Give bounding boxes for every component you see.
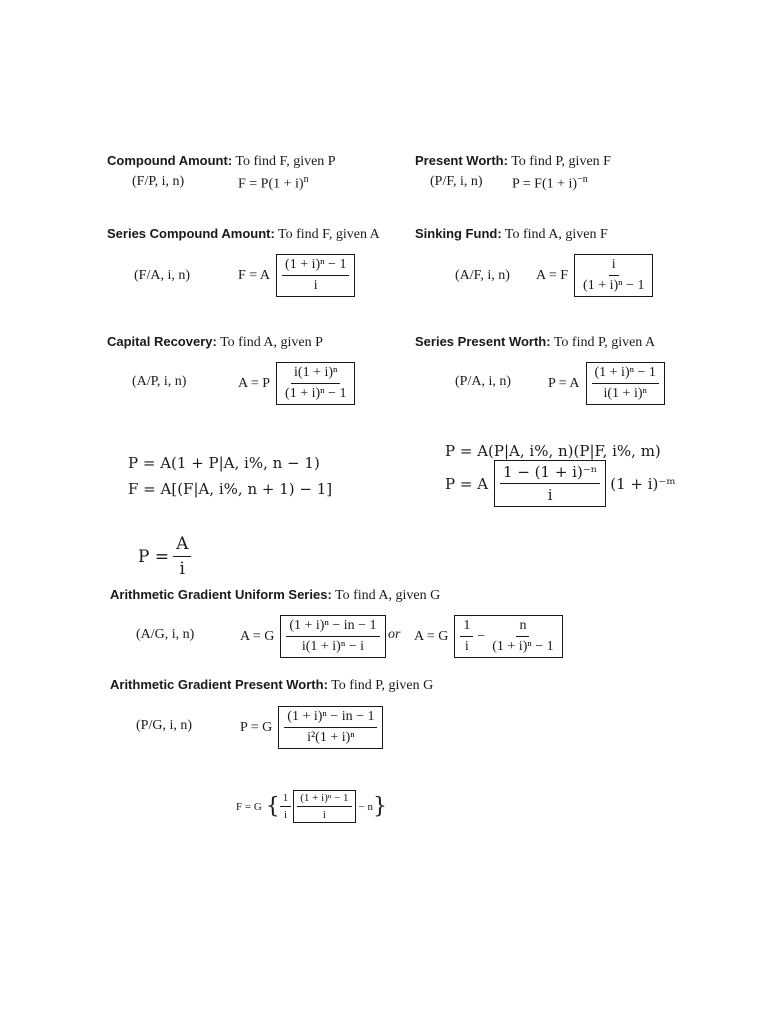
- arith-present-heading: Arithmetic Gradient Present Worth: To find P, given G: [110, 677, 434, 693]
- perpetuity-formula: P = $\frac{A}{i}$: [138, 534, 191, 579]
- arith-uniform-heading: Arithmetic Gradient Uniform Series: To find A, given G: [110, 587, 441, 603]
- deferred-present-expanded-formula: P = A $\frac{\text{1 − (1 + i)⁻ⁿ}}{i}$ (1 + i)⁻ᵐ: [445, 460, 676, 507]
- series-present-formula: P = A $\frac{\text{(1 + i)ⁿ − 1}}{\text{i(1 + i)ⁿ}}$: [548, 362, 665, 405]
- series-present-heading: Series Present Worth: To find P, given A: [415, 334, 656, 350]
- deferred-present-formula: P = A(P|A, i%, n)(P|F, i%, m): [445, 442, 661, 460]
- arith-uniform-alt-formula: A = G $\frac{1}{i}$ − $\frac{n}{\text{(1 + i)ⁿ − 1}}$: [414, 615, 563, 658]
- compound-amount-formula: $F = P(1 + i)^n$: [238, 174, 309, 192]
- present-worth-formula: $P = F(1 + i)^{-n}$: [512, 174, 588, 192]
- series-compound-heading: Series Compound Amount: To find F, given A: [107, 226, 380, 242]
- sinking-fund-heading: Sinking Fund: To find A, given F: [415, 226, 608, 242]
- arith-uniform-formula: A = G $\frac{\text{(1 + i)ⁿ − in − 1}}{\text{i(1 + i)ⁿ − i}}$: [240, 615, 386, 658]
- capital-recovery-formula: A = P $\frac{\text{i(1 + i)ⁿ}}{\text{(1 + i)ⁿ − 1}}$: [238, 362, 355, 405]
- series-present-symbol: (P/A, i, n): [455, 374, 511, 389]
- series-compound-formula: F = A $\frac{\text{(1 + i)ⁿ − 1}}{i}$: [238, 254, 355, 297]
- deferred-annuity-formula: P = A(1 + P|A, i%, n − 1): [128, 454, 320, 472]
- series-compound-symbol: (F/A, i, n): [134, 268, 190, 283]
- compound-amount-symbol: (F/P, i, n): [132, 174, 185, 189]
- arith-present-symbol: (P/G, i, n): [136, 718, 192, 733]
- or-label: or: [388, 627, 401, 642]
- capital-recovery-symbol: (A/P, i, n): [132, 374, 187, 389]
- present-worth-heading: Present Worth: To find P, given F: [415, 153, 611, 169]
- arith-future-formula: F = G { $\frac{1}{i}$ $\frac{\text{(1 + i)ⁿ − 1}}{i}$ − n }: [236, 792, 387, 821]
- present-worth-symbol: (P/F, i, n): [430, 174, 483, 189]
- sinking-fund-symbol: (A/F, i, n): [455, 268, 510, 283]
- compound-amount-heading: Compound Amount: To find F, given P: [107, 153, 336, 169]
- arith-present-formula: P = G $\frac{\text{(1 + i)ⁿ − in − 1}}{\text{i²(1 + i)ⁿ}}$: [240, 706, 383, 749]
- arith-uniform-symbol: (A/G, i, n): [136, 627, 195, 642]
- capital-recovery-heading: Capital Recovery: To find A, given P: [107, 334, 323, 350]
- sinking-fund-formula: A = F $\frac{i}{\text{(1 + i)ⁿ − 1}}$: [536, 254, 653, 297]
- annuity-due-future-formula: F = A[(F|A, i%, n + 1) − 1]: [128, 480, 333, 498]
